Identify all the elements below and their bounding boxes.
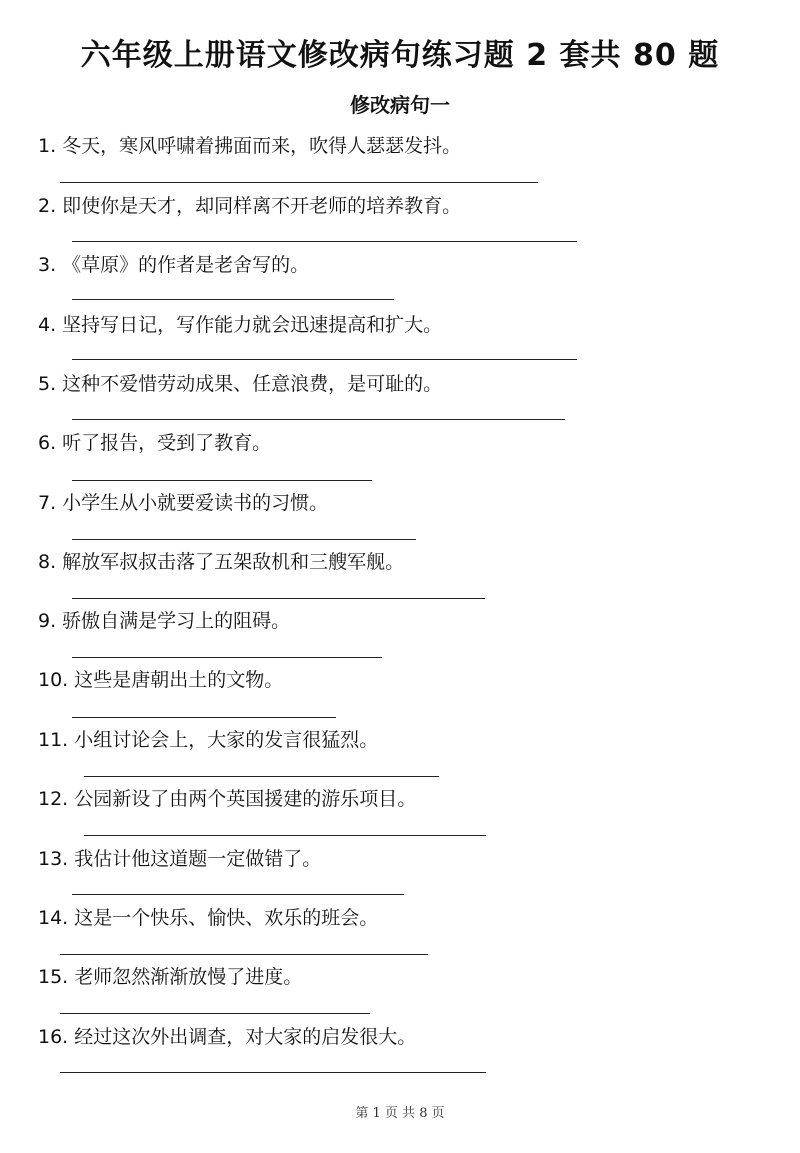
answer-line-11[interactable] bbox=[84, 776, 439, 777]
question-1: 1. 冬天，寒风呼啸着拂面而来，吹得人瑟瑟发抖。 bbox=[38, 135, 462, 157]
page-footer: 第 1 页 共 8 页 bbox=[355, 1106, 445, 1121]
answer-line-8[interactable] bbox=[72, 598, 485, 599]
question-15: 15. 老师忽然渐渐放慢了进度。 bbox=[38, 966, 303, 988]
question-3: 3. 《草原》的作者是老舍写的。 bbox=[38, 254, 310, 276]
answer-line-7[interactable] bbox=[72, 539, 416, 540]
answer-line-13[interactable] bbox=[72, 894, 404, 895]
question-11: 11. 小组讨论会上，大家的发言很猛烈。 bbox=[38, 729, 379, 751]
question-5: 5. 这种不爱惜劳动成果、任意浪费，是可耻的。 bbox=[38, 373, 443, 395]
question-9: 9. 骄傲自满是学习上的阻碍。 bbox=[38, 610, 291, 632]
section-subtitle: 修改病句一 bbox=[350, 93, 450, 117]
question-6: 6. 听了报告，受到了教育。 bbox=[38, 432, 272, 454]
answer-line-3[interactable] bbox=[72, 299, 394, 300]
answer-line-15[interactable] bbox=[60, 1013, 370, 1014]
answer-line-14[interactable] bbox=[60, 954, 428, 955]
question-12: 12. 公园新设了由两个英国援建的游乐项目。 bbox=[38, 788, 417, 810]
question-7: 7. 小学生从小就要爱读书的习惯。 bbox=[38, 492, 329, 514]
answer-line-6[interactable] bbox=[72, 480, 372, 481]
question-10: 10. 这些是唐朝出土的文物。 bbox=[38, 669, 284, 691]
answer-line-16[interactable] bbox=[60, 1072, 486, 1073]
answer-line-9[interactable] bbox=[72, 657, 382, 658]
answer-line-12[interactable] bbox=[84, 835, 486, 836]
question-16: 16. 经过这次外出调查，对大家的启发很大。 bbox=[38, 1026, 417, 1048]
answer-line-10[interactable] bbox=[72, 717, 336, 718]
question-13: 13. 我估计他这道题一定做错了。 bbox=[38, 848, 322, 870]
question-4: 4. 坚持写日记，写作能力就会迅速提高和扩大。 bbox=[38, 314, 443, 336]
page-title: 六年级上册语文修改病句练习题 2 套共 80 题 bbox=[80, 38, 720, 73]
question-8: 8. 解放军叔叔击落了五架敌机和三艘军舰。 bbox=[38, 551, 405, 573]
answer-line-2[interactable] bbox=[72, 241, 577, 242]
question-14: 14. 这是一个快乐、愉快、欢乐的班会。 bbox=[38, 907, 379, 929]
question-2: 2. 即使你是天才，却同样离不开老师的培养教育。 bbox=[38, 195, 462, 217]
answer-line-4[interactable] bbox=[72, 359, 577, 360]
answer-line-5[interactable] bbox=[72, 419, 565, 420]
answer-line-1[interactable] bbox=[60, 182, 538, 183]
